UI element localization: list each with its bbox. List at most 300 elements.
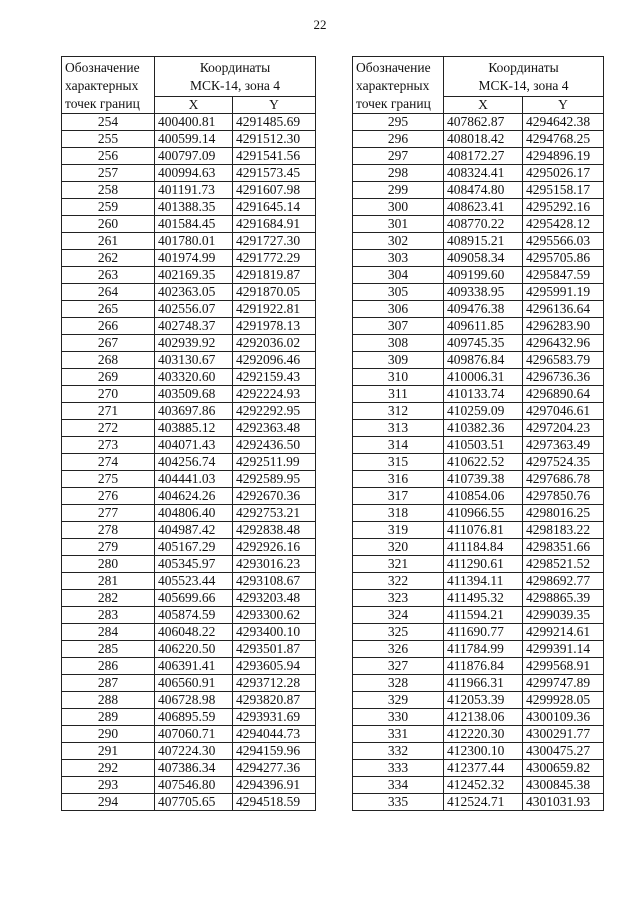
- point-number-cell: 302: [353, 233, 444, 250]
- y-coordinate-cell: 4291727.30: [233, 233, 316, 250]
- x-coordinate-cell: 402939.92: [155, 335, 233, 352]
- x-coordinate-cell: 403130.67: [155, 352, 233, 369]
- x-coordinate-cell: 403320.60: [155, 369, 233, 386]
- y-coordinate-cell: 4292292.95: [233, 403, 316, 420]
- x-coordinate-cell: 404071.43: [155, 437, 233, 454]
- table-row: [353, 165, 604, 182]
- y-coordinate-cell: 4300291.77: [523, 726, 604, 743]
- y-coordinate-cell: 4296890.64: [523, 386, 604, 403]
- point-number-cell: 313: [353, 420, 444, 437]
- table-row: [62, 675, 316, 692]
- x-coordinate-cell: 405523.44: [155, 573, 233, 590]
- y-coordinate-cell: 4293300.62: [233, 607, 316, 624]
- table-row: [62, 352, 316, 369]
- coordinates-header: [155, 57, 316, 97]
- point-number-cell: 316: [353, 471, 444, 488]
- y-coordinate-cell: 4294518.59: [233, 794, 316, 811]
- designation-line: точек границ: [65, 96, 140, 111]
- point-number-cell: 270: [62, 386, 155, 403]
- y-coordinate-cell: 4296136.64: [523, 301, 604, 318]
- table-row: [353, 539, 604, 556]
- point-number-cell: 277: [62, 505, 155, 522]
- x-coordinate-cell: 411876.84: [444, 658, 523, 675]
- table-row: [353, 573, 604, 590]
- x-coordinate-cell: 411076.81: [444, 522, 523, 539]
- y-coordinate-cell: 4293820.87: [233, 692, 316, 709]
- x-coordinate-cell: 411594.21: [444, 607, 523, 624]
- point-number-cell: 322: [353, 573, 444, 590]
- point-number-cell: 306: [353, 301, 444, 318]
- x-coordinate-cell: 407386.34: [155, 760, 233, 777]
- table-row: [353, 522, 604, 539]
- coordinates-line: Координаты: [488, 60, 559, 75]
- x-coordinate-cell: 412053.39: [444, 692, 523, 709]
- designation-line: точек границ: [356, 96, 431, 111]
- table-row: [353, 624, 604, 641]
- y-coordinate-cell: 4297046.61: [523, 403, 604, 420]
- y-coordinate-cell: 4292363.48: [233, 420, 316, 437]
- x-coordinate-cell: 404441.03: [155, 471, 233, 488]
- y-coordinate-cell: 4292224.93: [233, 386, 316, 403]
- table-row: [353, 335, 604, 352]
- point-number-cell: 285: [62, 641, 155, 658]
- x-coordinate-cell: 400599.14: [155, 131, 233, 148]
- table-row: [62, 709, 316, 726]
- table-row: [353, 301, 604, 318]
- x-coordinate-cell: 409745.35: [444, 335, 523, 352]
- x-coordinate-cell: 409476.38: [444, 301, 523, 318]
- y-coordinate-cell: 4298865.39: [523, 590, 604, 607]
- table-row: [62, 386, 316, 403]
- y-coordinate-cell: 4295847.59: [523, 267, 604, 284]
- point-number-cell: 317: [353, 488, 444, 505]
- y-coordinate-cell: 4299039.35: [523, 607, 604, 624]
- y-coordinate-cell: 4295566.03: [523, 233, 604, 250]
- table-row: [353, 709, 604, 726]
- point-number-cell: 286: [62, 658, 155, 675]
- table-row: [62, 131, 316, 148]
- point-number-cell: 283: [62, 607, 155, 624]
- y-coordinate-cell: 4291978.13: [233, 318, 316, 335]
- point-number-cell: 301: [353, 216, 444, 233]
- table-row: [353, 437, 604, 454]
- y-coordinate-cell: 4298521.52: [523, 556, 604, 573]
- y-coordinate-cell: 4291772.29: [233, 250, 316, 267]
- y-coordinate-cell: 4291512.30: [233, 131, 316, 148]
- point-number-cell: 312: [353, 403, 444, 420]
- x-coordinate-cell: 411394.11: [444, 573, 523, 590]
- designation-header: [62, 57, 155, 114]
- point-number-cell: 268: [62, 352, 155, 369]
- x-coordinate-cell: 409611.85: [444, 318, 523, 335]
- y-coordinate-cell: 4299214.61: [523, 624, 604, 641]
- x-coordinate-cell: 400994.63: [155, 165, 233, 182]
- designation-line: характерных: [65, 78, 139, 93]
- table-row: [353, 658, 604, 675]
- point-number-cell: 335: [353, 794, 444, 811]
- x-coordinate-cell: 407224.30: [155, 743, 233, 760]
- x-coordinate-cell: 407862.87: [444, 114, 523, 131]
- table-row: [353, 216, 604, 233]
- point-number-cell: 289: [62, 709, 155, 726]
- point-number-cell: 260: [62, 216, 155, 233]
- y-coordinate-cell: 4299568.91: [523, 658, 604, 675]
- table-row: [62, 658, 316, 675]
- table-row: [353, 284, 604, 301]
- table-row: [62, 267, 316, 284]
- x-coordinate-cell: 406728.98: [155, 692, 233, 709]
- x-coordinate-cell: 401780.01: [155, 233, 233, 250]
- point-number-cell: 274: [62, 454, 155, 471]
- y-coordinate-cell: 4293108.67: [233, 573, 316, 590]
- table-row: [62, 216, 316, 233]
- x-coordinate-cell: 410259.09: [444, 403, 523, 420]
- table-row: [353, 692, 604, 709]
- table-row: [353, 505, 604, 522]
- point-number-cell: 257: [62, 165, 155, 182]
- table-row: [353, 233, 604, 250]
- table-row: [62, 250, 316, 267]
- table-row: [62, 284, 316, 301]
- point-number-cell: 279: [62, 539, 155, 556]
- x-coordinate-cell: 412138.06: [444, 709, 523, 726]
- y-coordinate-cell: 4293501.87: [233, 641, 316, 658]
- y-coordinate-cell: 4292926.16: [233, 539, 316, 556]
- x-coordinate-cell: 406895.59: [155, 709, 233, 726]
- point-number-cell: 282: [62, 590, 155, 607]
- x-coordinate-cell: 408770.22: [444, 216, 523, 233]
- y-coordinate-cell: 4301031.93: [523, 794, 604, 811]
- point-number-cell: 261: [62, 233, 155, 250]
- table-row: [353, 641, 604, 658]
- point-number-cell: 305: [353, 284, 444, 301]
- point-number-cell: 265: [62, 301, 155, 318]
- y-coordinate-cell: 4294396.91: [233, 777, 316, 794]
- point-number-cell: 262: [62, 250, 155, 267]
- y-header: Y: [523, 96, 604, 113]
- x-coordinate-cell: 410503.51: [444, 437, 523, 454]
- y-coordinate-cell: 4292159.43: [233, 369, 316, 386]
- x-coordinate-cell: 408018.42: [444, 131, 523, 148]
- point-number-cell: 333: [353, 760, 444, 777]
- table-row: [353, 488, 604, 505]
- x-coordinate-cell: 405167.29: [155, 539, 233, 556]
- x-coordinate-cell: 404256.74: [155, 454, 233, 471]
- y-coordinate-cell: 4294896.19: [523, 148, 604, 165]
- coordinates-line: МСК-14, зона 4: [478, 78, 569, 93]
- table-row: [62, 420, 316, 437]
- point-number-cell: 320: [353, 539, 444, 556]
- point-number-cell: 290: [62, 726, 155, 743]
- x-coordinate-cell: 405699.66: [155, 590, 233, 607]
- point-number-cell: 331: [353, 726, 444, 743]
- y-coordinate-cell: 4300109.36: [523, 709, 604, 726]
- y-coordinate-cell: 4291870.05: [233, 284, 316, 301]
- y-coordinate-cell: 4297363.49: [523, 437, 604, 454]
- x-coordinate-cell: 410006.31: [444, 369, 523, 386]
- point-number-cell: 276: [62, 488, 155, 505]
- point-number-cell: 298: [353, 165, 444, 182]
- y-coordinate-cell: 4291573.45: [233, 165, 316, 182]
- x-coordinate-cell: 411184.84: [444, 539, 523, 556]
- y-coordinate-cell: 4291819.87: [233, 267, 316, 284]
- x-coordinate-cell: 407705.65: [155, 794, 233, 811]
- x-coordinate-cell: 402556.07: [155, 301, 233, 318]
- point-number-cell: 328: [353, 675, 444, 692]
- y-coordinate-cell: 4293931.69: [233, 709, 316, 726]
- y-coordinate-cell: 4297204.23: [523, 420, 604, 437]
- y-coordinate-cell: 4291684.91: [233, 216, 316, 233]
- x-coordinate-cell: 402748.37: [155, 318, 233, 335]
- table-row: [353, 726, 604, 743]
- x-coordinate-cell: 408324.41: [444, 165, 523, 182]
- table-row: [62, 794, 316, 811]
- point-number-cell: 266: [62, 318, 155, 335]
- designation-header: [353, 57, 444, 114]
- y-coordinate-cell: 4297686.78: [523, 471, 604, 488]
- x-coordinate-cell: 403697.86: [155, 403, 233, 420]
- point-number-cell: 310: [353, 369, 444, 386]
- table-row: [353, 675, 604, 692]
- x-coordinate-cell: 411966.31: [444, 675, 523, 692]
- table-row: [353, 590, 604, 607]
- table-row: [62, 641, 316, 658]
- point-number-cell: 292: [62, 760, 155, 777]
- table-row: [353, 794, 604, 811]
- y-coordinate-cell: 4292838.48: [233, 522, 316, 539]
- table-row: [62, 607, 316, 624]
- x-coordinate-cell: 405874.59: [155, 607, 233, 624]
- x-coordinate-cell: 411784.99: [444, 641, 523, 658]
- x-coordinate-cell: 405345.97: [155, 556, 233, 573]
- x-coordinate-cell: 410382.36: [444, 420, 523, 437]
- x-coordinate-cell: 406220.50: [155, 641, 233, 658]
- designation-line: характерных: [356, 78, 430, 93]
- table-row: [353, 403, 604, 420]
- point-number-cell: 284: [62, 624, 155, 641]
- point-number-cell: 300: [353, 199, 444, 216]
- x-coordinate-cell: 412220.30: [444, 726, 523, 743]
- y-coordinate-cell: 4295705.86: [523, 250, 604, 267]
- coordinates-table-right: [352, 56, 604, 811]
- table-row: [62, 182, 316, 199]
- x-coordinate-cell: 408474.80: [444, 182, 523, 199]
- x-coordinate-cell: 410133.74: [444, 386, 523, 403]
- table-row: [62, 488, 316, 505]
- x-coordinate-cell: 400797.09: [155, 148, 233, 165]
- x-coordinate-cell: 409876.84: [444, 352, 523, 369]
- y-coordinate-cell: 4299928.05: [523, 692, 604, 709]
- x-coordinate-cell: 408915.21: [444, 233, 523, 250]
- point-number-cell: 321: [353, 556, 444, 573]
- table-row: [353, 267, 604, 284]
- point-number-cell: 288: [62, 692, 155, 709]
- x-coordinate-cell: 400400.81: [155, 114, 233, 131]
- table-row: [62, 556, 316, 573]
- table-row: [62, 318, 316, 335]
- x-coordinate-cell: 407060.71: [155, 726, 233, 743]
- table-row: [62, 403, 316, 420]
- x-coordinate-cell: 409058.34: [444, 250, 523, 267]
- table-body-left: [62, 114, 316, 811]
- y-coordinate-cell: 4291485.69: [233, 114, 316, 131]
- y-coordinate-cell: 4292096.46: [233, 352, 316, 369]
- table-row: [62, 471, 316, 488]
- y-coordinate-cell: 4295026.17: [523, 165, 604, 182]
- x-coordinate-cell: 412377.44: [444, 760, 523, 777]
- point-number-cell: 309: [353, 352, 444, 369]
- x-coordinate-cell: 403509.68: [155, 386, 233, 403]
- table-row: [353, 760, 604, 777]
- x-coordinate-cell: 401974.99: [155, 250, 233, 267]
- point-number-cell: 281: [62, 573, 155, 590]
- y-coordinate-cell: 4298692.77: [523, 573, 604, 590]
- table-row: [62, 148, 316, 165]
- y-coordinate-cell: 4294642.38: [523, 114, 604, 131]
- table-body-right: [353, 114, 604, 811]
- table-row: [353, 182, 604, 199]
- coordinates-header: [444, 57, 604, 97]
- y-coordinate-cell: 4293400.10: [233, 624, 316, 641]
- y-coordinate-cell: 4295428.12: [523, 216, 604, 233]
- page-number: 22: [313, 17, 327, 32]
- point-number-cell: 327: [353, 658, 444, 675]
- point-number-cell: 315: [353, 454, 444, 471]
- x-header: X: [444, 96, 523, 113]
- table-row: [62, 437, 316, 454]
- point-number-cell: 297: [353, 148, 444, 165]
- x-coordinate-cell: 411290.61: [444, 556, 523, 573]
- y-coordinate-cell: 4294159.96: [233, 743, 316, 760]
- point-number-cell: 275: [62, 471, 155, 488]
- x-coordinate-cell: 410739.38: [444, 471, 523, 488]
- x-coordinate-cell: 406560.91: [155, 675, 233, 692]
- point-number-cell: 332: [353, 743, 444, 760]
- table-row: [62, 726, 316, 743]
- table-row: [62, 199, 316, 216]
- table-row: [353, 743, 604, 760]
- table-row: [62, 165, 316, 182]
- point-number-cell: 273: [62, 437, 155, 454]
- point-number-cell: 307: [353, 318, 444, 335]
- x-coordinate-cell: 411690.77: [444, 624, 523, 641]
- point-number-cell: 258: [62, 182, 155, 199]
- designation-line: Обозначение: [356, 60, 431, 75]
- table-row: [353, 352, 604, 369]
- designation-line: Обозначение: [65, 60, 140, 75]
- point-number-cell: 296: [353, 131, 444, 148]
- table-row: [62, 369, 316, 386]
- y-coordinate-cell: 4296283.90: [523, 318, 604, 335]
- table-row: [353, 369, 604, 386]
- y-coordinate-cell: 4291541.56: [233, 148, 316, 165]
- x-coordinate-cell: 401584.45: [155, 216, 233, 233]
- point-number-cell: 254: [62, 114, 155, 131]
- y-coordinate-cell: 4295292.16: [523, 199, 604, 216]
- y-coordinate-cell: 4292670.36: [233, 488, 316, 505]
- table-row: [353, 148, 604, 165]
- point-number-cell: 314: [353, 437, 444, 454]
- y-coordinate-cell: 4294277.36: [233, 760, 316, 777]
- y-coordinate-cell: 4293712.28: [233, 675, 316, 692]
- table-row: [62, 301, 316, 318]
- table-row: [353, 556, 604, 573]
- x-coordinate-cell: 409338.95: [444, 284, 523, 301]
- y-coordinate-cell: 4298351.66: [523, 539, 604, 556]
- point-number-cell: 304: [353, 267, 444, 284]
- y-coordinate-cell: 4295991.19: [523, 284, 604, 301]
- x-coordinate-cell: 408623.41: [444, 199, 523, 216]
- y-coordinate-cell: 4300845.38: [523, 777, 604, 794]
- point-number-cell: 311: [353, 386, 444, 403]
- x-coordinate-cell: 401388.35: [155, 199, 233, 216]
- point-number-cell: 318: [353, 505, 444, 522]
- point-number-cell: 255: [62, 131, 155, 148]
- x-coordinate-cell: 408172.27: [444, 148, 523, 165]
- x-coordinate-cell: 403885.12: [155, 420, 233, 437]
- y-coordinate-cell: 4297850.76: [523, 488, 604, 505]
- x-coordinate-cell: 410966.55: [444, 505, 523, 522]
- y-coordinate-cell: 4291922.81: [233, 301, 316, 318]
- point-number-cell: 271: [62, 403, 155, 420]
- point-number-cell: 278: [62, 522, 155, 539]
- y-coordinate-cell: 4294044.73: [233, 726, 316, 743]
- point-number-cell: 287: [62, 675, 155, 692]
- y-coordinate-cell: 4294768.25: [523, 131, 604, 148]
- table-row: [62, 505, 316, 522]
- y-coordinate-cell: 4296583.79: [523, 352, 604, 369]
- x-coordinate-cell: 402169.35: [155, 267, 233, 284]
- table-row: [353, 318, 604, 335]
- table-row: [353, 607, 604, 624]
- table-row: [353, 454, 604, 471]
- y-coordinate-cell: 4292436.50: [233, 437, 316, 454]
- y-coordinate-cell: 4300659.82: [523, 760, 604, 777]
- x-coordinate-cell: 404806.40: [155, 505, 233, 522]
- table-row: [62, 114, 316, 131]
- y-coordinate-cell: 4299747.89: [523, 675, 604, 692]
- x-coordinate-cell: 404987.42: [155, 522, 233, 539]
- point-number-cell: 308: [353, 335, 444, 352]
- y-coordinate-cell: 4293016.23: [233, 556, 316, 573]
- point-number-cell: 263: [62, 267, 155, 284]
- table-row: [353, 471, 604, 488]
- point-number-cell: 325: [353, 624, 444, 641]
- point-number-cell: 294: [62, 794, 155, 811]
- table-row: [62, 539, 316, 556]
- coordinates-line: Координаты: [199, 60, 271, 75]
- x-coordinate-cell: 410854.06: [444, 488, 523, 505]
- x-coordinate-cell: 412452.32: [444, 777, 523, 794]
- x-coordinate-cell: 406391.41: [155, 658, 233, 675]
- table-row: [62, 760, 316, 777]
- y-coordinate-cell: 4300475.27: [523, 743, 604, 760]
- y-coordinate-cell: 4291645.14: [233, 199, 316, 216]
- x-coordinate-cell: 401191.73: [155, 182, 233, 199]
- point-number-cell: 264: [62, 284, 155, 301]
- table-row: [353, 250, 604, 267]
- point-number-cell: 323: [353, 590, 444, 607]
- y-coordinate-cell: 4291607.98: [233, 182, 316, 199]
- y-coordinate-cell: 4292036.02: [233, 335, 316, 352]
- x-coordinate-cell: 412300.10: [444, 743, 523, 760]
- y-coordinate-cell: 4296736.36: [523, 369, 604, 386]
- point-number-cell: 259: [62, 199, 155, 216]
- point-number-cell: 329: [353, 692, 444, 709]
- table-row: [62, 522, 316, 539]
- x-coordinate-cell: 410622.52: [444, 454, 523, 471]
- point-number-cell: 303: [353, 250, 444, 267]
